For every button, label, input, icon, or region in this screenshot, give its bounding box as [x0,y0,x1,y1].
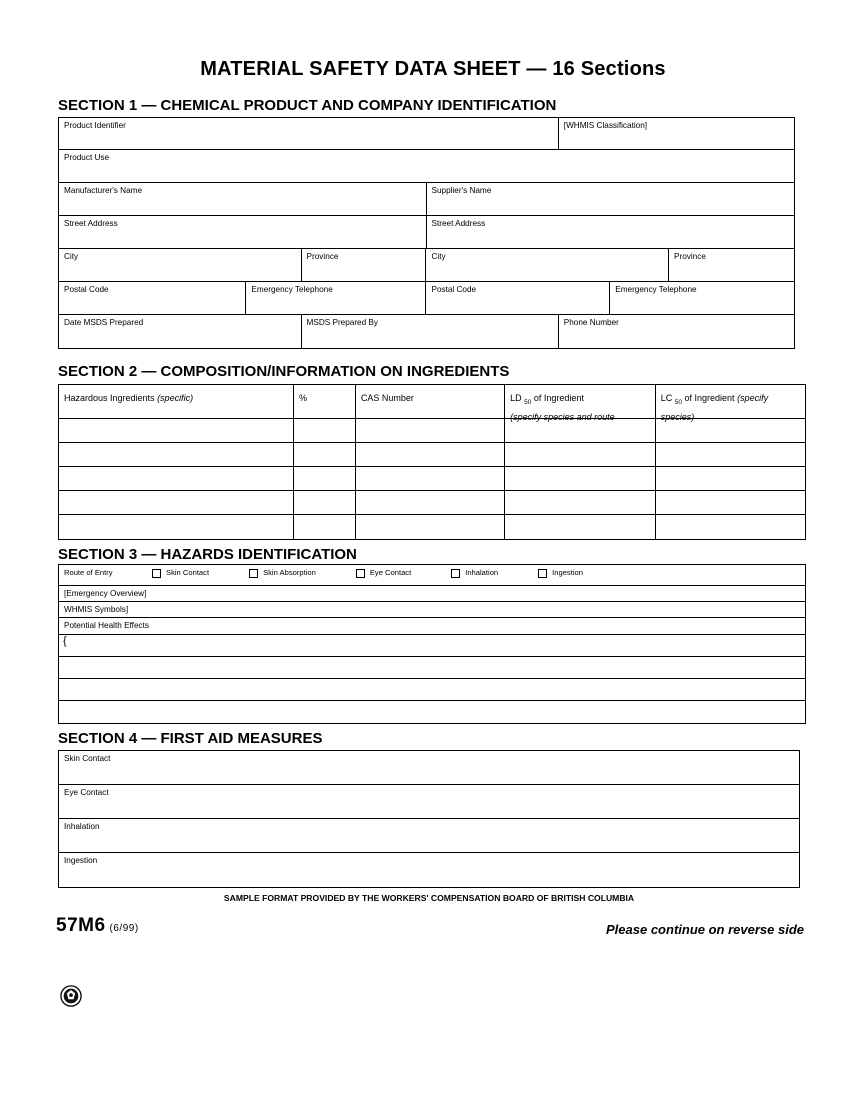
checkbox-icon[interactable] [152,569,161,578]
cell-percent[interactable] [294,515,356,539]
cell-ingredient[interactable] [59,443,294,467]
field-msds-prepared-by[interactable] [302,315,559,348]
section-3-table [58,564,806,724]
cell-percent[interactable] [294,419,356,443]
footer-row [56,915,804,937]
column-label: CAS Number [360,392,414,403]
field-health-effects-line-2[interactable] [59,657,805,679]
cell-ingredient[interactable] [59,467,294,491]
field-date-msds-prepared[interactable] [59,315,302,348]
field-emergency-telephone-manufacturer[interactable] [246,282,426,315]
cell-lc50[interactable] [656,467,805,491]
field-label: Phone Number [563,318,619,328]
table-header-row [59,385,805,423]
form-number [56,915,139,937]
field-whmis-classification[interactable] [559,118,794,150]
field-street-address-manufacturer[interactable] [59,216,427,249]
cell-ingredient[interactable] [59,419,294,443]
table-row [59,491,805,515]
table-row [59,118,794,150]
cell-ingredient[interactable] [59,491,294,515]
field-province-supplier[interactable] [669,249,794,282]
field-postal-code-supplier[interactable] [426,282,610,315]
column-percent [294,385,356,419]
field-health-effects-line-3[interactable] [59,679,805,701]
cell-cas[interactable] [356,419,505,443]
field-label: Product Use [64,153,110,163]
field-first-aid-skin-contact[interactable] [59,751,799,785]
route-option-label: Inhalation [465,567,499,577]
field-city-supplier[interactable] [426,249,669,282]
cell-lc50[interactable] [656,515,805,539]
field-whmis-symbols[interactable] [59,602,805,618]
table-row [59,315,794,348]
field-label: Date MSDS Prepared [64,318,144,328]
section-2-heading: SECTION 2 — COMPOSITION/INFORMATION ON INGREDIENTS [58,363,510,381]
field-first-aid-inhalation[interactable] [59,819,799,853]
table-row [59,249,794,282]
field-emergency-telephone-supplier[interactable] [610,282,794,315]
field-product-identifier[interactable] [59,118,559,150]
field-label: Inhalation [64,822,100,831]
column-label: LD $_{50}$ of Ingredient [510,392,584,406]
cell-percent[interactable] [294,467,356,491]
column-label: % [298,392,307,403]
route-of-entry-label: Route of Entry [64,567,113,577]
cell-percent[interactable] [294,443,356,467]
table-row [59,419,805,443]
cell-cas[interactable] [356,443,505,467]
column-ld50 [505,385,656,423]
column-label-sub: species) [660,412,695,423]
table-row [59,150,794,183]
section-1-table [58,117,795,349]
field-product-use[interactable] [59,150,794,183]
route-of-entry-row [59,565,805,586]
table-row [59,467,805,491]
table-row [59,183,794,216]
table-row [59,216,794,249]
column-hazardous-ingredients [59,385,294,419]
field-label: MSDS Prepared By [306,318,378,328]
cell-ld50[interactable] [505,443,656,467]
field-label: Province [306,252,339,262]
cell-lc50[interactable] [656,443,805,467]
field-label: WHMIS Symbols] [64,604,129,614]
section-4-heading: SECTION 4 — FIRST AID MEASURES [58,729,323,747]
cell-ingredient[interactable] [59,515,294,539]
route-option-skin-contact[interactable] [152,568,209,577]
route-option-eye-contact[interactable] [356,568,411,577]
field-first-aid-eye-contact[interactable] [59,785,799,819]
field-health-effects-line-1[interactable] [59,635,805,657]
field-emergency-overview[interactable] [59,586,805,602]
column-label: LC $_{50}$ of Ingredient (specify [660,392,769,406]
table-row [59,515,805,539]
cell-ld50[interactable] [505,467,656,491]
route-option-inhalation[interactable] [451,568,498,577]
field-province-manufacturer[interactable] [302,249,427,282]
field-label: Postal Code [431,285,477,295]
field-label: Emergency Telephone [615,285,697,295]
cell-lc50[interactable] [656,491,805,515]
route-option-label: Skin Contact [166,567,210,577]
field-potential-health-effects[interactable] [59,618,805,635]
field-suppliers-name[interactable] [427,183,795,216]
cell-lc50[interactable] [656,419,805,443]
field-first-aid-ingestion[interactable] [59,853,799,887]
field-label: City [431,252,446,262]
section-3-heading: SECTION 3 — HAZARDS IDENTIFICATION [58,545,357,563]
checkbox-icon[interactable] [356,569,365,578]
field-label: Eye Contact [64,788,109,797]
checkbox-icon[interactable] [249,569,258,578]
cell-ld50[interactable] [505,491,656,515]
cell-ld50[interactable] [505,515,656,539]
cell-percent[interactable] [294,491,356,515]
field-postal-code-manufacturer[interactable] [59,282,246,315]
table-row [59,282,794,315]
field-label: Supplier's Name [431,186,492,196]
cell-cas[interactable] [356,515,505,539]
field-health-effects-line-4[interactable] [59,701,805,723]
field-label: Potential Health Effects [64,620,149,630]
form-revision: (6/99) [109,923,139,934]
column-label: Hazardous Ingredients (specific) [64,392,194,403]
brace-mark: { [63,634,67,647]
field-street-address-supplier[interactable] [427,216,795,249]
form-number-value: 57M6 [56,915,106,936]
field-label: Product Identifier [64,121,126,131]
route-option-ingestion[interactable] [538,568,583,577]
column-cas-number [356,385,505,419]
footer-note: SAMPLE FORMAT PROVIDED BY THE WORKERS' COMPENSATION BOARD OF BRITISH COLUMBIA [223,893,635,903]
field-label: Street Address [431,219,486,229]
checkbox-icon[interactable] [451,569,460,578]
field-manufacturers-name[interactable] [59,183,427,216]
checkbox-icon[interactable] [538,569,547,578]
route-option-label: Eye Contact [369,567,412,577]
continue-notice: Please continue on reverse side [606,922,804,937]
page-title: MATERIAL SAFETY DATA SHEET — 16 Sections [200,58,666,80]
cell-cas[interactable] [356,467,505,491]
field-label: [WHMIS Classification] [563,121,648,131]
route-option-label: Ingestion [552,567,583,577]
section-1-heading: SECTION 1 — CHEMICAL PRODUCT AND COMPANY IDENTIFICATION [58,97,557,114]
field-label: Manufacturer's Name [64,186,143,196]
table-row [59,443,805,467]
field-label: Province [674,252,706,262]
form-sheet [56,58,804,937]
section-4-table [58,750,800,888]
field-label: [Emergency Overview] [64,588,147,598]
field-label: Emergency Telephone [251,285,333,295]
route-option-skin-absorption[interactable] [249,568,316,577]
section-2-table [58,384,806,540]
cell-ld50[interactable] [505,419,656,443]
column-label-sub: (specify species and route [510,412,615,423]
field-phone-number[interactable] [559,315,794,348]
field-label: Skin Contact [64,754,111,763]
field-label: Postal Code [64,285,109,295]
field-city-manufacturer[interactable] [59,249,302,282]
wcb-logo-icon [60,985,82,1007]
cell-cas[interactable] [356,491,505,515]
field-label: Street Address [64,219,118,229]
column-lc50 [656,385,805,423]
route-option-label: Skin Absorption [263,567,316,577]
field-label: Ingestion [64,856,98,865]
field-label: City [64,252,79,262]
